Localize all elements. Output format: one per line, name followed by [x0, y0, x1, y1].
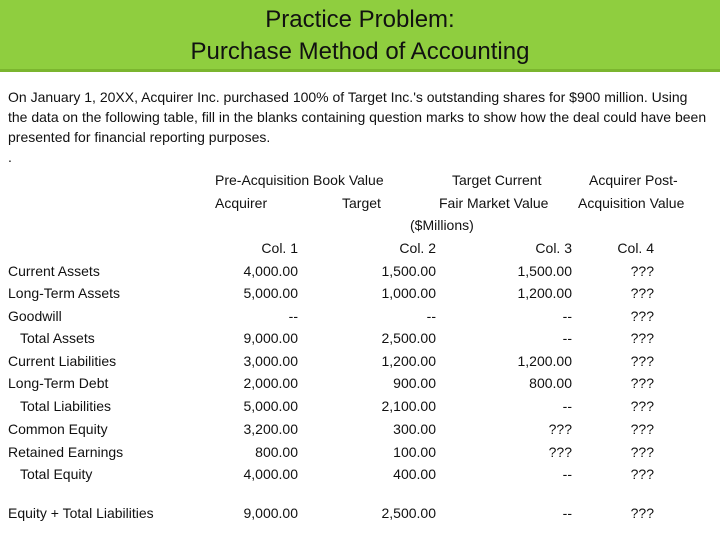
- cell-col-4: ???: [630, 330, 654, 346]
- cell-col-1: 800.00: [255, 444, 298, 460]
- cell-col-3: --: [562, 308, 572, 324]
- header-col-1: Col. 1: [261, 240, 298, 256]
- stray-period: .: [8, 149, 12, 165]
- cell-col-4: ???: [630, 421, 654, 437]
- problem-statement: On January 1, 20XX, Acquirer Inc. purchased 100% of Target Inc.'s outstanding shares for $900 million. Using the data on the following table, fill in the blanks containing question marks to show how the deal could have been presented for financial reporting purposes.: [8, 89, 707, 145]
- cell-col-2: 1,000.00: [381, 285, 436, 301]
- slide-title-line-1: Practice Problem:: [265, 6, 455, 33]
- header-col-3: Col. 3: [535, 240, 572, 256]
- cell-col-2: 2,100.00: [381, 398, 436, 414]
- cell-col-3: ???: [548, 444, 572, 460]
- cell-col-3: 1,200.00: [517, 353, 572, 369]
- cell-col-1: --: [288, 308, 298, 324]
- cell-col-3: 1,200.00: [517, 285, 572, 301]
- cell-col-2: 2,500.00: [381, 505, 436, 521]
- header-target: Target: [342, 195, 381, 211]
- cell-col-1: 5,000.00: [243, 398, 298, 414]
- cell-col-1: 9,000.00: [243, 505, 298, 521]
- cell-col-3: ???: [548, 421, 572, 437]
- header-fair-market-value: Fair Market Value: [439, 195, 549, 211]
- cell-col-4: ???: [630, 398, 654, 414]
- cell-col-3: --: [562, 466, 572, 482]
- cell-col-2: --: [426, 308, 436, 324]
- slide-title-line-2: Purchase Method of Accounting: [190, 38, 530, 65]
- header-pre-acquisition: Pre-Acquisition Book Value: [215, 172, 384, 188]
- cell-col-1: 9,000.00: [243, 330, 298, 346]
- cell-col-3: --: [562, 330, 572, 346]
- cell-col-1: 3,000.00: [243, 353, 298, 369]
- cell-col-3: --: [562, 398, 572, 414]
- cell-col-4: ???: [630, 353, 654, 369]
- cell-col-4: ???: [630, 308, 654, 324]
- cell-col-2: 400.00: [393, 466, 436, 482]
- cell-col-1: 3,200.00: [243, 421, 298, 437]
- cell-col-1: 5,000.00: [243, 285, 298, 301]
- cell-col-3: --: [562, 505, 572, 521]
- row-label: Current Liabilities: [8, 353, 117, 369]
- row-label: Current Assets: [8, 263, 100, 279]
- cell-col-1: 4,000.00: [243, 263, 298, 279]
- cell-col-3: 800.00: [529, 375, 572, 391]
- cell-col-2: 1,200.00: [381, 353, 436, 369]
- cell-col-2: 1,500.00: [381, 263, 436, 279]
- header-millions: ($Millions): [410, 217, 474, 233]
- header-acquirer: Acquirer: [215, 195, 268, 211]
- cell-col-4: ???: [630, 263, 654, 279]
- header-col-4: Col. 4: [617, 240, 654, 256]
- row-label: Total Equity: [20, 466, 93, 482]
- cell-col-1: 4,000.00: [243, 466, 298, 482]
- cell-col-3: 1,500.00: [517, 263, 572, 279]
- cell-col-4: ???: [630, 285, 654, 301]
- title-bar: [0, 0, 720, 72]
- cell-col-4: ???: [630, 505, 654, 521]
- header-acquisition-value: Acquisition Value: [578, 195, 685, 211]
- row-label: Common Equity: [8, 421, 108, 437]
- header-target-current: Target Current: [452, 172, 542, 188]
- row-label: Long-Term Debt: [8, 375, 109, 391]
- row-label: Long-Term Assets: [8, 285, 121, 301]
- row-label: Retained Earnings: [8, 444, 124, 460]
- header-acquirer-post: Acquirer Post-: [589, 172, 678, 188]
- cell-col-2: 300.00: [393, 421, 436, 437]
- cell-col-4: ???: [630, 444, 654, 460]
- cell-col-2: 2,500.00: [381, 330, 436, 346]
- cell-col-4: ???: [630, 375, 654, 391]
- row-label: Total Assets: [20, 330, 95, 346]
- header-col-2: Col. 2: [399, 240, 436, 256]
- cell-col-1: 2,000.00: [243, 375, 298, 391]
- row-label: Total Liabilities: [20, 398, 112, 414]
- cell-col-2: 100.00: [393, 444, 436, 460]
- cell-col-2: 900.00: [393, 375, 436, 391]
- row-label: Equity + Total Liabilities: [8, 505, 154, 521]
- cell-col-4: ???: [630, 466, 654, 482]
- row-label: Goodwill: [8, 308, 62, 324]
